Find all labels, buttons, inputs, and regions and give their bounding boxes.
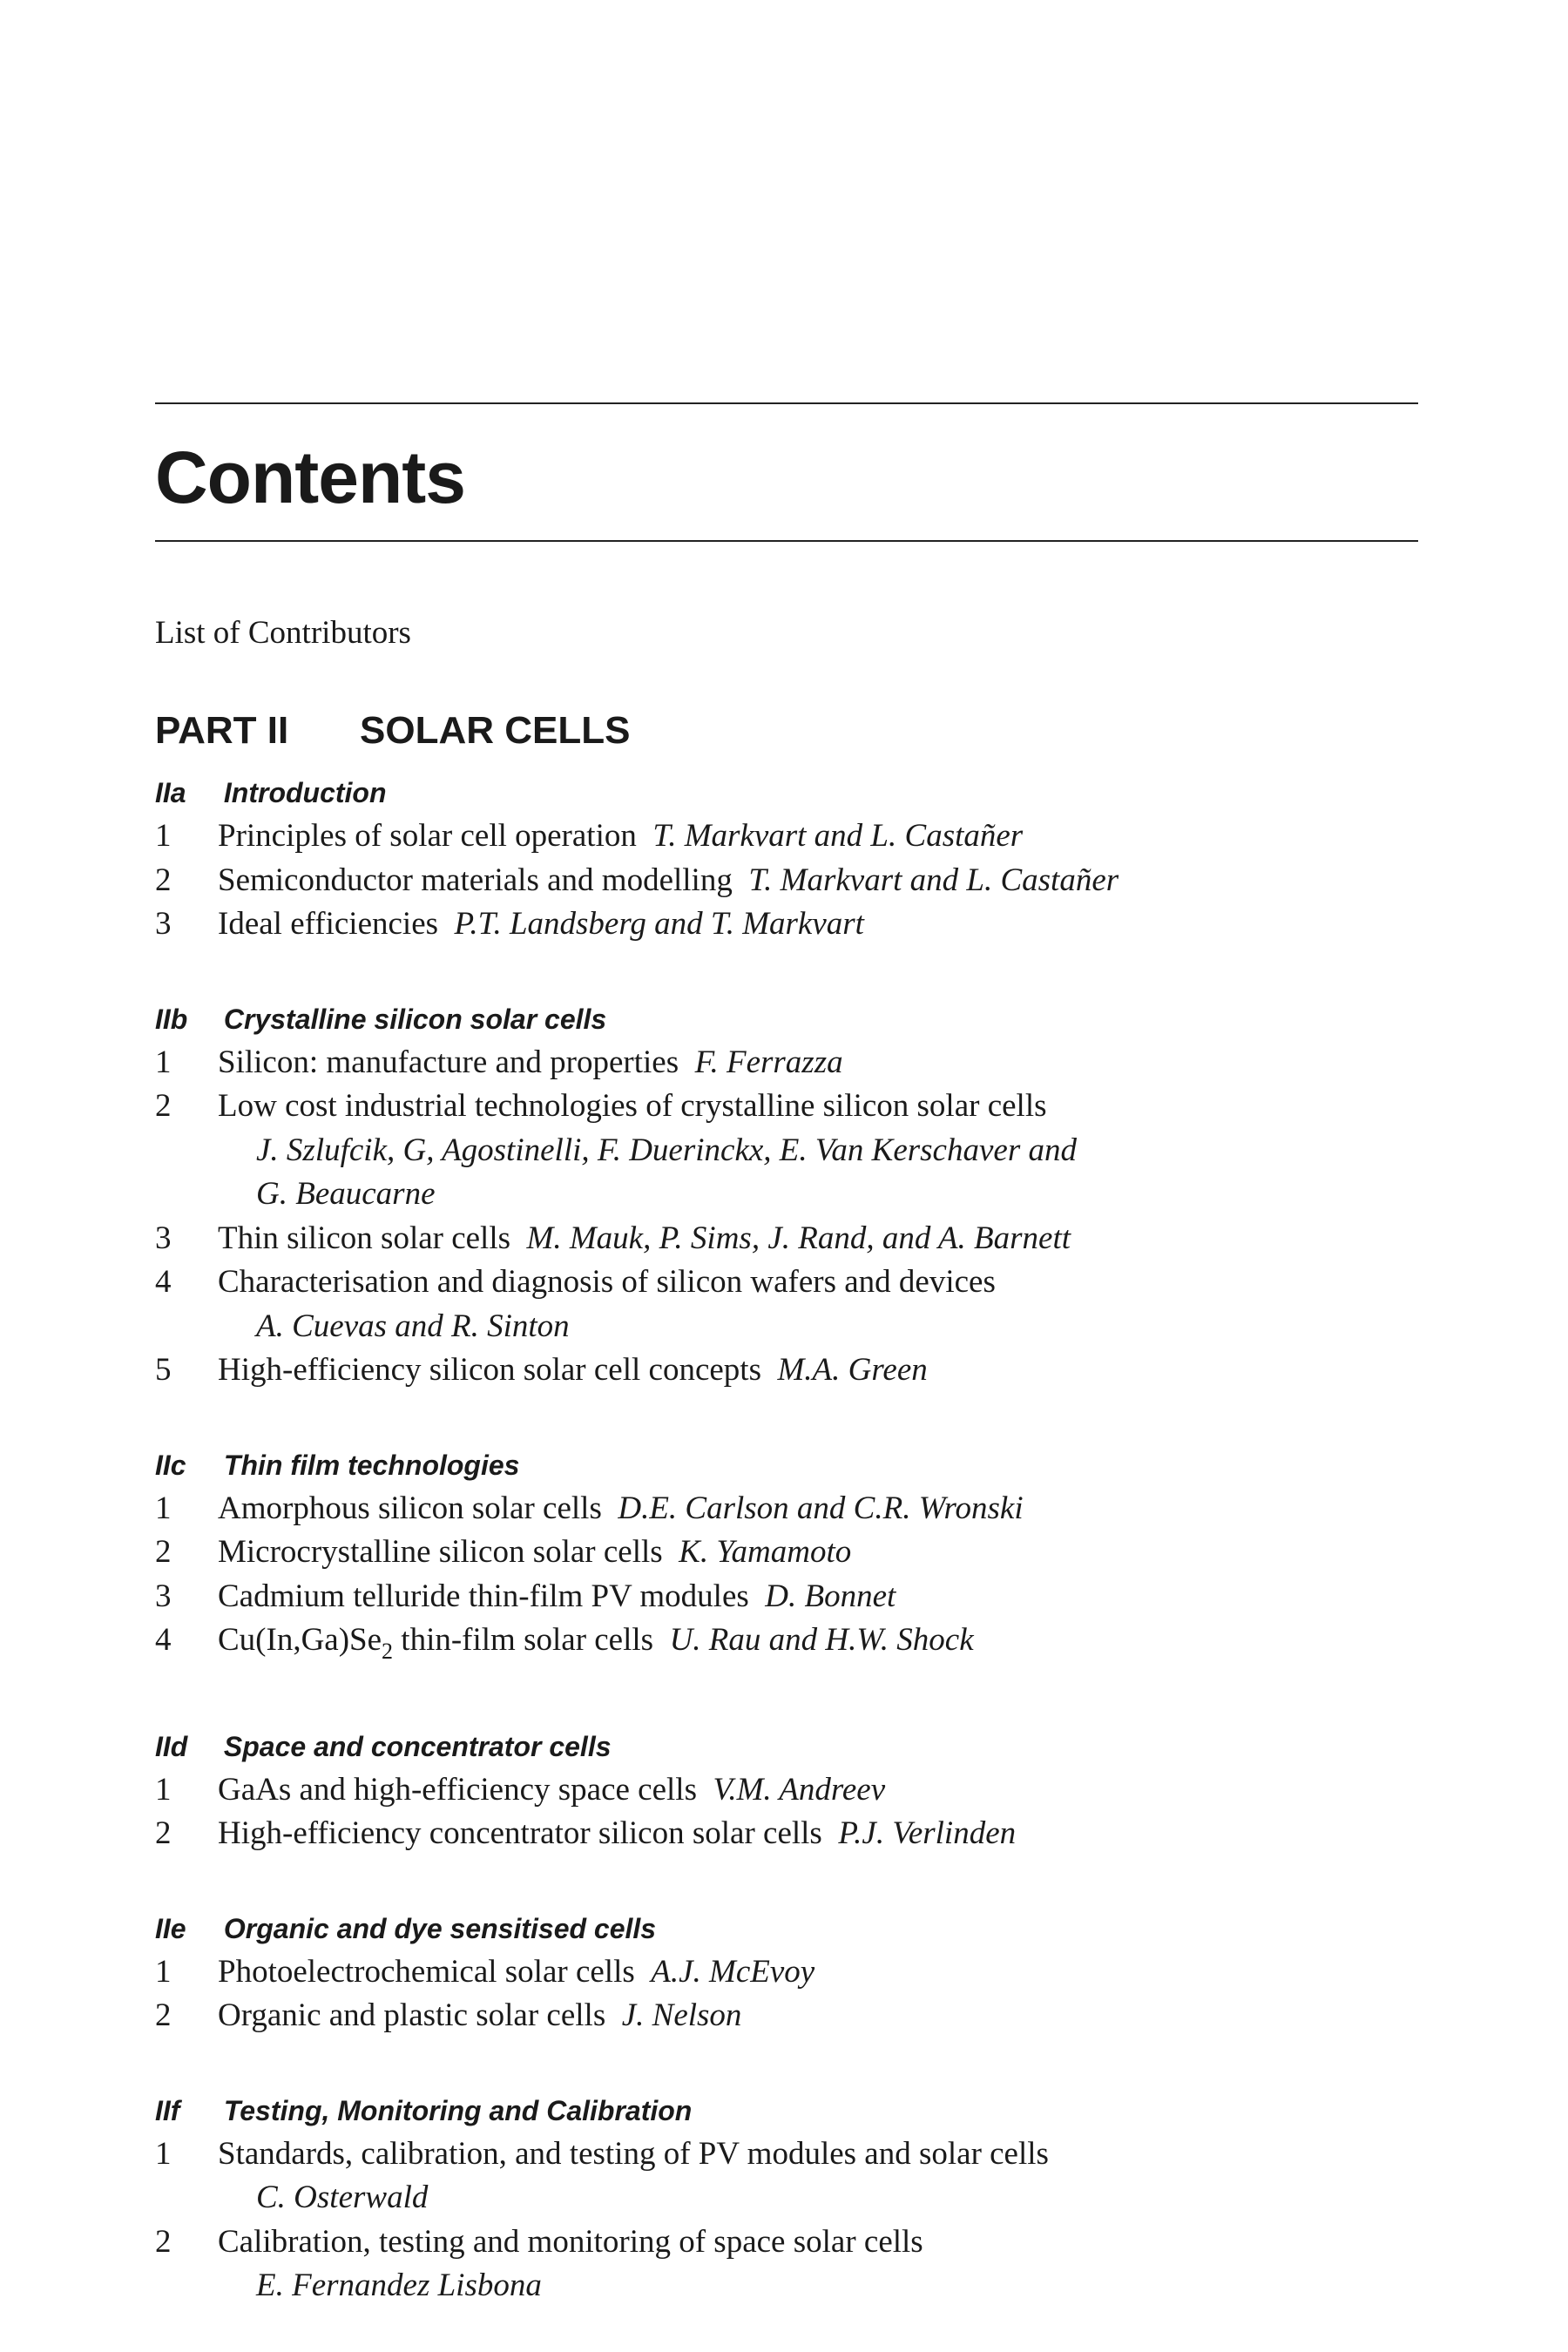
toc-entry[interactable]: 2 Semiconductor materials and modelling T. Markvart and L. Castañer (155, 862, 1119, 898)
chapter-authors: T. Markvart and L. Castañer (748, 862, 1119, 898)
chapter-authors: D.E. Carlson and C.R. Wronski (618, 1490, 1024, 1526)
chapter-authors: T. Markvart and L. Castañer (652, 818, 1024, 854)
toc-entry[interactable]: 1 Silicon: manufacture and properties F. Ferrazza (155, 1044, 843, 1080)
toc-entry-authors (155, 2264, 1418, 2308)
toc-entry[interactable]: 5 High-efficiency silicon solar cell concepts M.A. Green (155, 1352, 928, 1388)
toc-entry[interactable]: 1 Standards, calibration, and testing of PV modules and solar cells (155, 2135, 1049, 2172)
chapter-authors: D. Bonnet (765, 1578, 896, 1614)
contents-page (155, 402, 1418, 2308)
toc-entry[interactable]: 1 Photoelectrochemical solar cells A.J. McEvoy (155, 1953, 815, 1990)
list-of-contributors-link[interactable]: List of Contributors (155, 615, 411, 651)
section-heading: IIc Thin film technologies (155, 1449, 520, 1481)
section-heading: IIf Testing, Monitoring and Calibration (155, 2094, 693, 2126)
chapter-authors: A. Cuevas and R. Sinton (256, 1308, 570, 1344)
section-heading: IIb Crystalline silicon solar cells (155, 1003, 607, 1035)
section-heading: IId Space and concentrator cells (155, 1730, 612, 1762)
toc-entry-authors (155, 1305, 1418, 1349)
chapter-title: Ideal efficiencies (218, 906, 439, 942)
chapter-authors: J. Szlufcik, G, Agostinelli, F. Duerinckx, E. Van Kerschaver and (256, 1132, 1077, 1168)
section-iia (155, 771, 1418, 947)
toc-entry[interactable]: 4 Characterisation and diagnosis of silicon wafers and devices (155, 1264, 996, 1300)
chapter-authors: J. Nelson (621, 1997, 742, 2033)
toc-entry[interactable]: 4 $Cu(In,Ga)Se_2$ thin-film solar cells U. Rau and H.W. Shock (155, 1622, 974, 1664)
toc-entry[interactable]: 2 Calibration, testing and monitoring of space solar cells (155, 2223, 923, 2260)
part-heading (155, 709, 1418, 752)
chapter-title: High-efficiency silicon solar cell concepts (218, 1352, 761, 1388)
section-iib (155, 997, 1418, 1393)
section-iic (155, 1443, 1418, 1674)
chapter-title: Low cost industrial technologies of crystalline silicon solar cells (218, 1088, 1047, 1124)
toc-entry[interactable]: 2 Microcrystalline silicon solar cells K. Yamamoto (155, 1534, 852, 1570)
chapter-title: Principles of solar cell operation (218, 818, 637, 854)
chapter-title: $Cu(In,Ga)Se_2$ thin-film solar cells (218, 1622, 654, 1664)
toc-entry-authors (155, 1173, 1418, 1217)
chapter-title: GaAs and high-efficiency space cells (218, 1771, 697, 1808)
part-title: SOLAR CELLS (360, 709, 631, 752)
top-rule (155, 402, 1418, 404)
chapter-title: Standards, calibration, and testing of PV modules and solar cells (218, 2135, 1049, 2172)
chapter-title: Organic and plastic solar cells (218, 1997, 606, 2033)
toc-entry[interactable]: 3 Ideal efficiencies P.T. Landsberg and T. Markvart (155, 906, 864, 942)
section-iid (155, 1725, 1418, 1856)
chapter-title: Microcrystalline silicon solar cells (218, 1534, 663, 1570)
chapter-title: Cadmium telluride thin-film PV modules (218, 1578, 749, 1614)
toc-entry[interactable]: 2 Low cost industrial technologies of crystalline silicon solar cells (155, 1088, 1047, 1124)
section-heading: IIe Organic and dye sensitised cells (155, 1912, 657, 1944)
chapter-authors: M.A. Green (777, 1352, 928, 1388)
chapter-authors: A.J. McEvoy (651, 1953, 815, 1990)
toc-entry[interactable]: 1 Principles of solar cell operation T. Markvart and L. Castañer (155, 818, 1024, 854)
part-number: PART II (155, 709, 289, 752)
toc-entry[interactable]: 3 Thin silicon solar cells M. Mauk, P. Sims, J. Rand, and A. Barnett (155, 1220, 1071, 1256)
chapter-authors: P.T. Landsberg and T. Markvart (454, 906, 864, 942)
section-heading: IIa Introduction (155, 777, 387, 808)
chapter-title: High-efficiency concentrator silicon solar cells (218, 1815, 822, 1851)
chapter-title: Silicon: manufacture and properties (218, 1044, 679, 1080)
chapter-title: Semiconductor materials and modelling (218, 862, 733, 898)
chapter-authors: C. Osterwald (256, 2180, 429, 2215)
chapter-title: Thin silicon solar cells (218, 1220, 511, 1256)
toc-entry[interactable]: 2 Organic and plastic solar cells J. Nelson (155, 1997, 742, 2033)
toc-entry[interactable]: 3 Cadmium telluride thin-film PV modules D. Bonnet (155, 1578, 896, 1614)
chapter-title: Photoelectrochemical solar cells (218, 1953, 635, 1990)
chapter-authors: U. Rau and H.W. Shock (669, 1622, 974, 1658)
section-iif (155, 2089, 1418, 2308)
toc-entry-authors (155, 2176, 1418, 2220)
page-title: Contents (155, 436, 465, 518)
chapter-authors: E. Fernandez Lisbona (256, 2268, 542, 2303)
chapter-authors: F. Ferrazza (694, 1044, 843, 1080)
toc-entry-authors (155, 1129, 1418, 1173)
bottom-rule (155, 540, 1418, 542)
toc-entry[interactable]: 1 GaAs and high-efficiency space cells V.M. Andreev (155, 1771, 886, 1808)
chapter-authors: K. Yamamoto (679, 1534, 852, 1570)
chapter-authors: P.J. Verlinden (838, 1815, 1017, 1851)
chapter-title: Amorphous silicon solar cells (218, 1490, 602, 1526)
chapter-authors: G. Beaucarne (256, 1176, 436, 1212)
toc-entry[interactable]: 2 High-efficiency concentrator silicon solar cells P.J. Verlinden (155, 1815, 1017, 1851)
chapter-authors: M. Mauk, P. Sims, J. Rand, and A. Barnett (526, 1220, 1071, 1256)
chapter-title: Characterisation and diagnosis of silicon wafers and devices (218, 1264, 996, 1300)
toc-entry[interactable]: 1 Amorphous silicon solar cells D.E. Carlson and C.R. Wronski (155, 1490, 1024, 1526)
section-iie (155, 1907, 1418, 2038)
chapter-authors: V.M. Andreev (713, 1771, 886, 1808)
chapter-title: Calibration, testing and monitoring of space solar cells (218, 2223, 923, 2260)
